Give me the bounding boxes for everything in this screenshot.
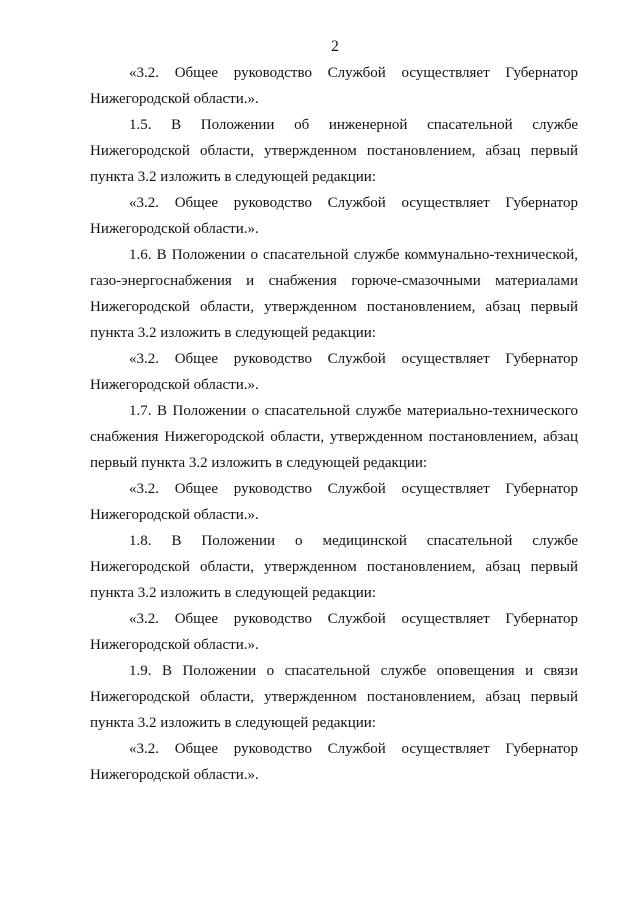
- paragraph-1-5: 1.5. В Положении об инженерной спасательной службе Нижегородской области, утвержденном постановлением, абзац первый пункта 3.2 изложить в следующей редакции:: [90, 117, 578, 185]
- paragraph-1-8: 1.8. В Положении о медицинской спасательной службе Нижегородской области, утвержденном постановлением, абзац первый пункта 3.2 изложить в следующей редакции:: [90, 533, 578, 601]
- paragraph-quote-3-2: «3.2. Общее руководство Службой осуществляет Губернатор Нижегородской области.».: [90, 481, 578, 523]
- paragraph-quote-3-2: «3.2. Общее руководство Службой осуществляет Губернатор Нижегородской области.».: [90, 195, 578, 237]
- paragraph-1-9: 1.9. В Положении о спасательной службе оповещения и связи Нижегородской области, утвержденном постановлением, абзац первый пункта 3.2 изложить в следующей редакции:: [90, 663, 578, 731]
- paragraph-1-7: 1.7. В Положении о спасательной службе материально-технического снабжения Нижегородской области, утвержденном постановлением, абзац первый пункта 3.2 изложить в следующей редакции:: [90, 403, 578, 471]
- document-body: [90, 60, 578, 788]
- paragraph-quote-3-2: «3.2. Общее руководство Службой осуществляет Губернатор Нижегородской области.».: [90, 611, 578, 653]
- paragraph-quote-3-2: «3.2. Общее руководство Службой осуществляет Губернатор Нижегородской области.».: [90, 351, 578, 393]
- page-number: 2: [331, 38, 339, 55]
- paragraph-1-6: 1.6. В Положении о спасательной службе коммунально-технической, газо-энергоснабжения и снабжения горюче-смазочными материалами Нижегородской области, утвержденном постановлением, абзац первый пункта 3.2 изложить в следующей редакции:: [90, 247, 578, 341]
- paragraph-quote-3-2: «3.2. Общее руководство Службой осуществляет Губернатор Нижегородской области.».: [90, 65, 578, 107]
- paragraph-quote-3-2: «3.2. Общее руководство Службой осуществляет Губернатор Нижегородской области.».: [90, 741, 578, 783]
